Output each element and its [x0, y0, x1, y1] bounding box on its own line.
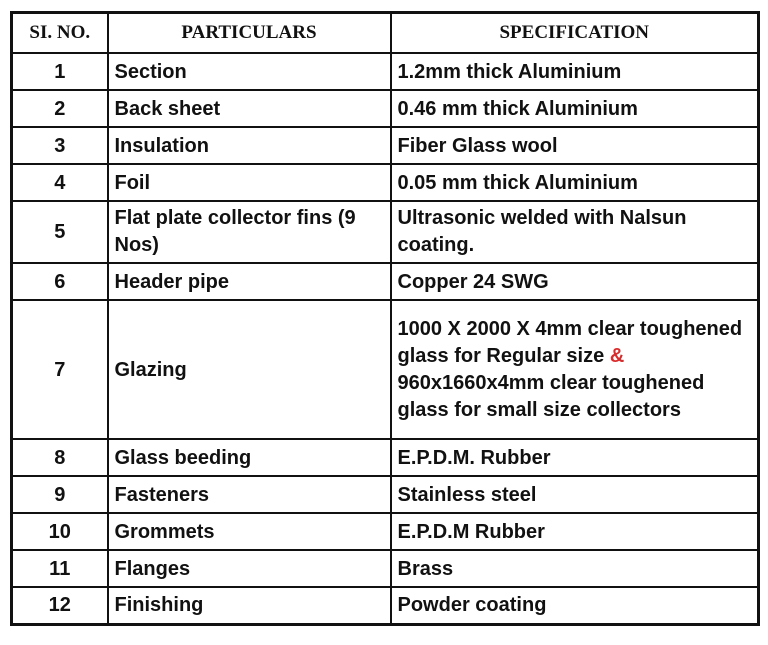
row-particular: Header pipe [108, 263, 391, 300]
header-particulars: PARTICULARS [108, 13, 391, 54]
table-row [12, 90, 759, 127]
table-row [12, 439, 759, 476]
table-row [12, 587, 759, 624]
row-number: 12 [12, 587, 108, 624]
table-row [12, 164, 759, 201]
row-specification: Ultrasonic welded with Nalsun coating. [391, 201, 759, 263]
row-particular: Grommets [108, 513, 391, 550]
row-particular: Finishing [108, 587, 391, 624]
spec-text-part1: 1000 X 2000 X 4mm clear toughened glass for Regular size [397, 317, 743, 367]
row-specification: 0.05 mm thick Aluminium [391, 164, 759, 201]
spec-text-part2: 960x1660x4mm clear toughened glass for small size collectors [397, 371, 705, 421]
specification-table [10, 11, 760, 626]
row-specification: E.P.D.M Rubber [391, 513, 759, 550]
row-specification: Brass [391, 550, 759, 587]
row-particular: Glazing [108, 300, 391, 439]
row-number: 9 [12, 476, 108, 513]
row-number: 6 [12, 263, 108, 300]
row-number: 11 [12, 550, 108, 587]
row-number: 10 [12, 513, 108, 550]
table-row [12, 513, 759, 550]
row-particular: Fasteners [108, 476, 391, 513]
row-number: 7 [12, 300, 108, 439]
row-specification: Fiber Glass wool [391, 127, 759, 164]
row-specification [391, 300, 759, 439]
ampersand-mark: & [609, 344, 625, 367]
row-specification: Stainless steel [391, 476, 759, 513]
row-particular: Back sheet [108, 90, 391, 127]
row-particular: Foil [108, 164, 391, 201]
row-specification: 0.46 mm thick Aluminium [391, 90, 759, 127]
table-row [12, 53, 759, 90]
row-number: 8 [12, 439, 108, 476]
row-number: 5 [12, 201, 108, 263]
row-number: 4 [12, 164, 108, 201]
table-row [12, 476, 759, 513]
row-particular: Insulation [108, 127, 391, 164]
table-row [12, 127, 759, 164]
row-specification: 1.2mm thick Aluminium [391, 53, 759, 90]
header-specification: SPECIFICATION [391, 13, 759, 54]
row-number: 2 [12, 90, 108, 127]
row-specification: E.P.D.M. Rubber [391, 439, 759, 476]
header-row [12, 13, 759, 54]
row-particular: Flanges [108, 550, 391, 587]
row-specification: Copper 24 SWG [391, 263, 759, 300]
table-row [12, 550, 759, 587]
row-particular: Glass beeding [108, 439, 391, 476]
row-particular: Section [108, 53, 391, 90]
row-particular: Flat plate collector fins (9 Nos) [108, 201, 391, 263]
row-number: 3 [12, 127, 108, 164]
table-row [12, 300, 759, 439]
table-row [12, 263, 759, 300]
row-number: 1 [12, 53, 108, 90]
header-sl-no: SI. NO. [12, 13, 108, 54]
row-specification: Powder coating [391, 587, 759, 624]
table-row [12, 201, 759, 263]
